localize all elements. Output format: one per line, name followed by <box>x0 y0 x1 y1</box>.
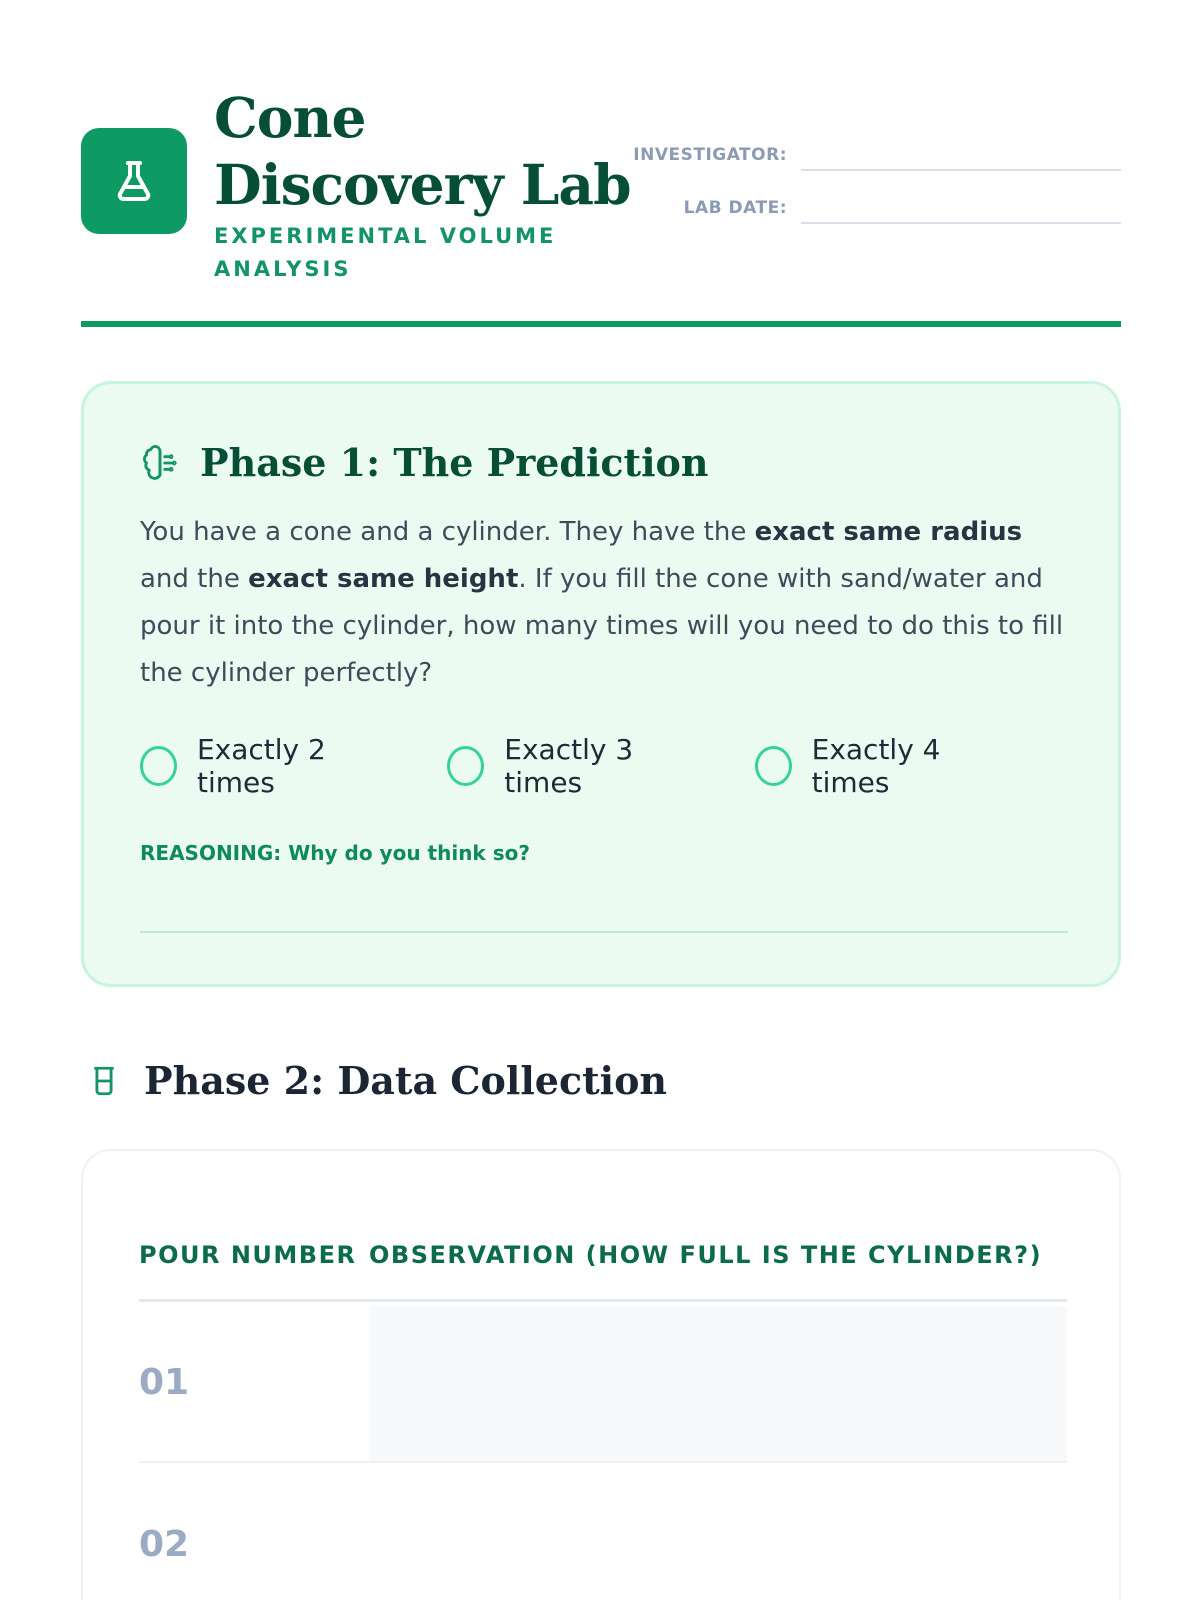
investigator-label: INVESTIGATOR: <box>633 145 787 165</box>
pour-number: 02 <box>139 1523 190 1565</box>
data-table-card <box>81 1149 1121 1600</box>
header-divider <box>81 321 1121 327</box>
flask-icon <box>110 157 158 205</box>
meta-fields <box>631 134 1121 240</box>
option-label: Exactly 4 times <box>811 733 941 799</box>
option-2-times[interactable] <box>140 733 393 799</box>
table-row <box>139 1302 1067 1462</box>
page-subtitle: EXPERIMENTAL VOLUME ANALYSIS <box>214 224 557 281</box>
option-label: Exactly 2 times <box>196 733 326 799</box>
radio-button[interactable] <box>140 746 177 786</box>
row-divider <box>139 1461 1067 1463</box>
pour-number: 01 <box>139 1361 190 1403</box>
page-title: Cone Discovery Lab <box>214 85 631 217</box>
option-label: Exactly 3 times <box>504 733 634 799</box>
investigator-field[interactable] <box>801 134 1121 171</box>
phase1-prompt: You have a cone and a cylinder. They have the exact same radius and the exact same height. If you fill the cone with sand/water and pour it into the cylinder, how many times will you need to do this to fill the cylinder perfectly? <box>140 517 1064 688</box>
reasoning-label: REASONING: Why do you think so? <box>140 841 530 865</box>
observation-input[interactable] <box>369 1306 1067 1462</box>
table-header <box>139 1237 1067 1273</box>
table-row <box>139 1464 1067 1600</box>
column-header-pour-number: POUR NUMBER <box>139 1241 357 1269</box>
radio-button[interactable] <box>755 746 792 786</box>
beaker-icon <box>84 1061 124 1101</box>
observation-input[interactable] <box>369 1468 1067 1600</box>
option-3-times[interactable] <box>447 733 700 799</box>
lab-date-field[interactable] <box>801 187 1121 224</box>
phase2-title: Phase 2: Data Collection <box>144 1058 668 1103</box>
column-header-observation: OBSERVATION (HOW FULL IS THE CYLINDER?) <box>369 1241 1043 1269</box>
worksheet-header <box>81 84 1121 334</box>
phase1-title: Phase 1: The Prediction <box>200 440 709 485</box>
radio-button[interactable] <box>447 746 484 786</box>
option-4-times[interactable] <box>755 733 1008 799</box>
phase1-card <box>81 381 1121 987</box>
logo <box>81 128 187 234</box>
prediction-options <box>140 733 1062 799</box>
lab-date-label: LAB DATE: <box>683 198 787 218</box>
brain-icon <box>140 443 180 483</box>
phase2-header <box>84 1058 667 1103</box>
reasoning-field[interactable] <box>140 931 1068 933</box>
